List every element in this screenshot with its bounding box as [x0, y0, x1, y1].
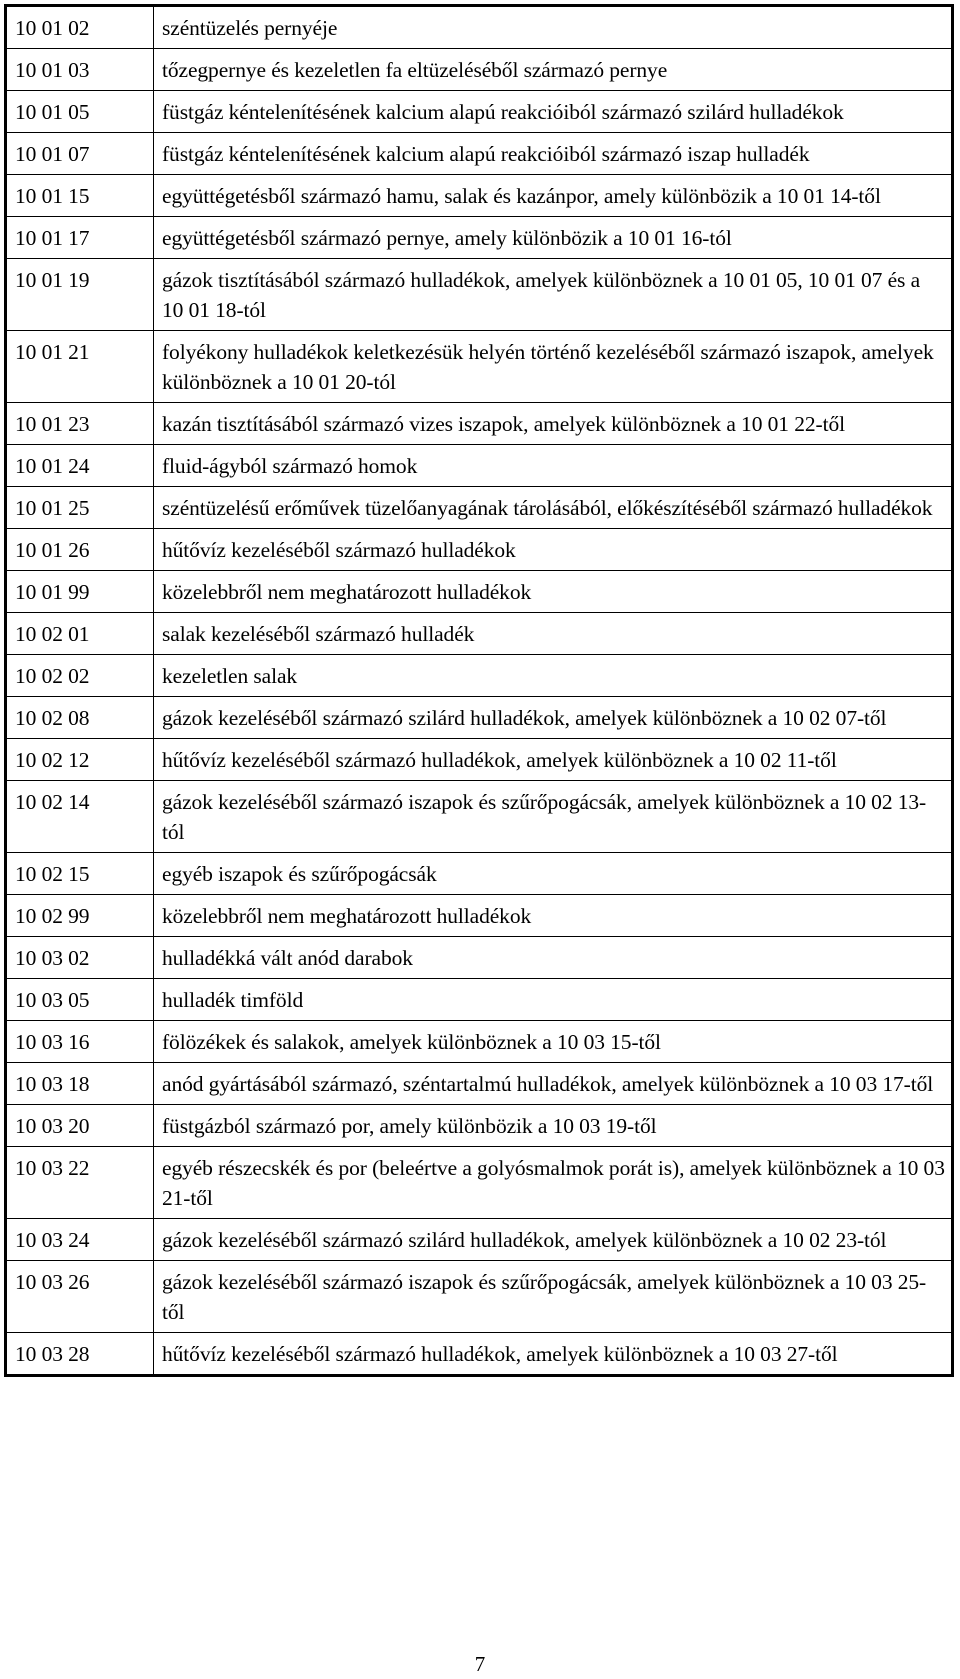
waste-code-cell: 10 03 16 — [6, 1021, 154, 1063]
table-row — [6, 529, 953, 571]
waste-code-cell: 10 03 18 — [6, 1063, 154, 1105]
table-row — [6, 1105, 953, 1147]
table-row — [6, 1063, 953, 1105]
waste-description-cell: széntüzelésű erőművek tüzelőanyagának tárolásából, előkészítéséből származó hulladékok — [154, 487, 953, 529]
waste-code-cell: 10 02 14 — [6, 781, 154, 853]
waste-code-cell: 10 01 21 — [6, 331, 154, 403]
table-row — [6, 739, 953, 781]
waste-code-cell: 10 01 17 — [6, 217, 154, 259]
waste-code-cell: 10 02 12 — [6, 739, 154, 781]
table-row — [6, 1021, 953, 1063]
waste-description-cell: hűtővíz kezeléséből származó hulladékok — [154, 529, 953, 571]
table-row — [6, 1219, 953, 1261]
waste-code-cell: 10 03 28 — [6, 1333, 154, 1376]
waste-code-cell: 10 01 26 — [6, 529, 154, 571]
table-row — [6, 133, 953, 175]
waste-description-cell: hulladék timföld — [154, 979, 953, 1021]
waste-code-cell: 10 01 99 — [6, 571, 154, 613]
waste-code-cell: 10 01 23 — [6, 403, 154, 445]
table-row — [6, 49, 953, 91]
waste-code-table — [4, 4, 954, 1377]
table-row — [6, 259, 953, 331]
table-row — [6, 895, 953, 937]
waste-code-cell: 10 02 15 — [6, 853, 154, 895]
table-row — [6, 445, 953, 487]
waste-code-cell: 10 03 26 — [6, 1261, 154, 1333]
waste-code-table-body — [6, 6, 953, 1376]
waste-code-cell: 10 01 19 — [6, 259, 154, 331]
waste-description-cell: füstgázból származó por, amely különbözik a 10 03 19-től — [154, 1105, 953, 1147]
waste-description-cell: fluid-ágyból származó homok — [154, 445, 953, 487]
waste-description-cell: salak kezeléséből származó hulladék — [154, 613, 953, 655]
waste-code-cell: 10 01 15 — [6, 175, 154, 217]
table-row — [6, 1333, 953, 1376]
waste-code-cell: 10 02 08 — [6, 697, 154, 739]
waste-description-cell: együttégetésből származó hamu, salak és kazánpor, amely különbözik a 10 01 14-től — [154, 175, 953, 217]
waste-description-cell: gázok kezeléséből származó szilárd hulladékok, amelyek különböznek a 10 02 23-tól — [154, 1219, 953, 1261]
table-row — [6, 331, 953, 403]
waste-description-cell: gázok kezeléséből származó iszapok és szűrőpogácsák, amelyek különböznek a 10 03 25-től — [154, 1261, 953, 1333]
waste-code-cell: 10 03 24 — [6, 1219, 154, 1261]
waste-description-cell: tőzegpernye és kezeletlen fa eltüzeléséből származó pernye — [154, 49, 953, 91]
waste-description-cell: hulladékká vált anód darabok — [154, 937, 953, 979]
waste-description-cell: gázok tisztításából származó hulladékok, amelyek különböznek a 10 01 05, 10 01 07 és a 10 01 18-tól — [154, 259, 953, 331]
table-row — [6, 655, 953, 697]
table-row — [6, 853, 953, 895]
table-row — [6, 91, 953, 133]
table-row — [6, 781, 953, 853]
table-row — [6, 487, 953, 529]
table-row — [6, 6, 953, 49]
table-row — [6, 175, 953, 217]
table-row — [6, 937, 953, 979]
waste-description-cell: hűtővíz kezeléséből származó hulladékok, amelyek különböznek a 10 03 27-től — [154, 1333, 953, 1376]
waste-code-cell: 10 01 24 — [6, 445, 154, 487]
waste-description-cell: egyéb iszapok és szűrőpogácsák — [154, 853, 953, 895]
waste-code-cell: 10 01 25 — [6, 487, 154, 529]
waste-description-cell: kazán tisztításából származó vizes iszapok, amelyek különböznek a 10 01 22-től — [154, 403, 953, 445]
waste-description-cell: kezeletlen salak — [154, 655, 953, 697]
waste-description-cell: közelebbről nem meghatározott hulladékok — [154, 895, 953, 937]
waste-code-cell: 10 03 22 — [6, 1147, 154, 1219]
table-row — [6, 979, 953, 1021]
waste-description-cell: gázok kezeléséből származó iszapok és szűrőpogácsák, amelyek különböznek a 10 02 13-tól — [154, 781, 953, 853]
waste-description-cell: közelebbről nem meghatározott hulladékok — [154, 571, 953, 613]
waste-description-cell: füstgáz kéntelenítésének kalcium alapú reakcióiból származó szilárd hulladékok — [154, 91, 953, 133]
table-row — [6, 697, 953, 739]
table-row — [6, 613, 953, 655]
waste-description-cell: anód gyártásából származó, széntartalmú hulladékok, amelyek különböznek a 10 03 17-től — [154, 1063, 953, 1105]
table-row — [6, 1261, 953, 1333]
waste-description-cell: fölözékek és salakok, amelyek különböznek a 10 03 15-től — [154, 1021, 953, 1063]
table-row — [6, 403, 953, 445]
page-number: 7 — [474, 1652, 486, 1676]
waste-description-cell: egyéb részecskék és por (beleértve a golyósmalmok porát is), amelyek különböznek a 10 03 21-től — [154, 1147, 953, 1219]
waste-description-cell: együttégetésből származó pernye, amely különbözik a 10 01 16-tól — [154, 217, 953, 259]
waste-code-cell: 10 02 99 — [6, 895, 154, 937]
waste-code-cell: 10 01 03 — [6, 49, 154, 91]
waste-description-cell: gázok kezeléséből származó szilárd hulladékok, amelyek különböznek a 10 02 07-től — [154, 697, 953, 739]
waste-code-cell: 10 02 01 — [6, 613, 154, 655]
table-row — [6, 1147, 953, 1219]
waste-code-cell: 10 03 05 — [6, 979, 154, 1021]
waste-code-cell: 10 03 20 — [6, 1105, 154, 1147]
waste-description-cell: széntüzelés pernyéje — [154, 6, 953, 49]
waste-code-cell: 10 01 07 — [6, 133, 154, 175]
table-row — [6, 217, 953, 259]
table-row — [6, 571, 953, 613]
waste-code-cell: 10 03 02 — [6, 937, 154, 979]
waste-description-cell: hűtővíz kezeléséből származó hulladékok, amelyek különböznek a 10 02 11-től — [154, 739, 953, 781]
waste-description-cell: füstgáz kéntelenítésének kalcium alapú reakcióiból származó iszap hulladék — [154, 133, 953, 175]
waste-code-cell: 10 01 05 — [6, 91, 154, 133]
waste-code-cell: 10 01 02 — [6, 6, 154, 49]
waste-code-cell: 10 02 02 — [6, 655, 154, 697]
waste-description-cell: folyékony hulladékok keletkezésük helyén történő kezeléséből származó iszapok, amelyek különböznek a 10 01 20-tól — [154, 331, 953, 403]
